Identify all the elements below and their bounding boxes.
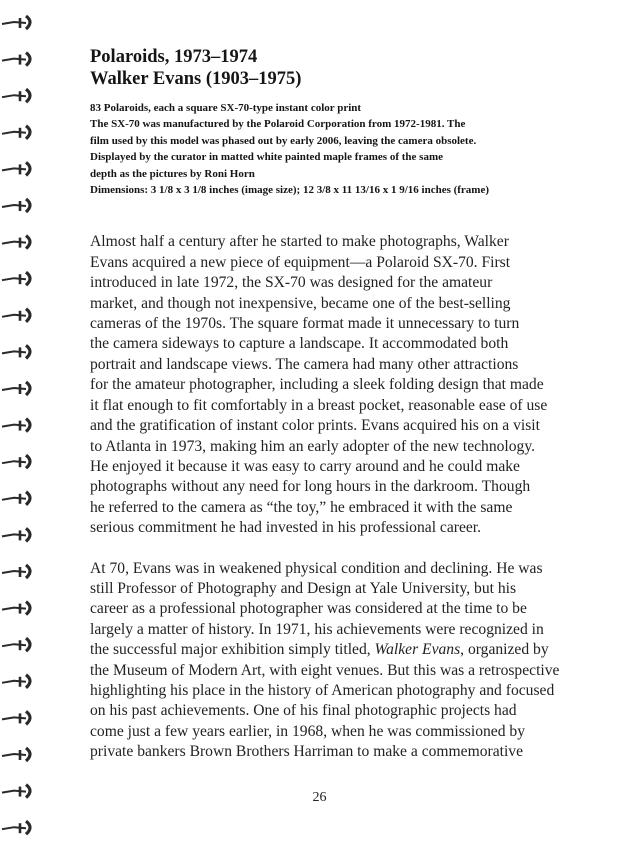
text-run: the successful major exhibition simply titled, <box>90 641 375 659</box>
binding-coil <box>2 638 30 651</box>
metadata-line: The SX-70 was manufactured by the Polaroid Corporation from 1972-1981. The <box>90 118 466 131</box>
artwork-heading <box>90 46 610 90</box>
binding-coil <box>2 53 30 66</box>
binding-coil <box>2 309 30 322</box>
binding-coil <box>2 455 30 468</box>
metadata-line: 83 Polaroids, each a square SX-70-type instant color print <box>90 102 362 114</box>
spiral-binding <box>0 0 40 850</box>
binding-coil <box>2 492 30 505</box>
text-line: highlighting his place in the history of American photography and focused <box>90 681 555 699</box>
text-line: and the gratification of instant color prints. Evans acquired his on a visit <box>90 417 540 435</box>
text-line: He enjoyed it because it was easy to carry around and he could make <box>90 457 520 475</box>
text-run: , organized by <box>460 641 549 659</box>
text-line: it flat enough to fit comfortably in a breast pocket, reasonable ease of use <box>90 396 548 414</box>
text-line: At 70, Evans was in weakened physical condition and declining. He was <box>90 559 543 577</box>
artist-name: Walker Evans (1903–1975) <box>90 69 302 89</box>
binding-coil <box>2 126 30 139</box>
artwork-metadata <box>90 100 610 198</box>
text-line: he referred to the camera as “the toy,” he embraced it with the same <box>90 498 513 516</box>
text-line: photographs without any need for long hours in the darkroom. Though <box>90 478 531 496</box>
metadata-line: film used by this model was phased out by early 2006, leaving the camera obsolete. <box>90 134 477 147</box>
text-line: largely a matter of history. In 1971, his achievements were recognized in <box>90 620 544 638</box>
text-line: on his past achievements. One of his final photographic projects had <box>90 702 517 720</box>
binding-coil <box>2 199 30 212</box>
metadata-dimensions: Dimensions: 3 1/8 x 3 1/8 inches (image size); 12 3/8 x 11 13/16 x 1 9/16 inches (frame) <box>90 184 490 197</box>
text-line: serious commitment he had invested in his professional career. <box>90 519 482 537</box>
essay-body <box>90 232 610 762</box>
binding-coil <box>2 711 30 724</box>
page-number: 26 <box>312 790 327 805</box>
binding-coil <box>2 675 30 688</box>
exhibition-title: Walker Evans <box>374 641 461 659</box>
binding-coil <box>2 565 30 578</box>
paragraph-2 <box>90 559 610 763</box>
text-line: come just a few years earlier, in 1968, when he was commissioned by <box>90 722 526 740</box>
binding-coil <box>2 748 30 761</box>
text-line: Evans acquired a new piece of equipment—a Polaroid SX-70. First <box>90 253 511 271</box>
text-line: portrait and landscape views. The camera had many other attractions <box>90 355 519 373</box>
text-line: cameras of the 1970s. The square format made it unnecessary to turn <box>90 315 520 333</box>
text-line <box>90 640 610 660</box>
text-line: still Professor of Photography and Design at Yale University, but his <box>90 579 517 597</box>
binding-coil <box>2 382 30 395</box>
text-line: Almost half a century after he started to make photographs, Walker <box>90 233 509 251</box>
binding-coil <box>2 162 30 175</box>
metadata-line: Displayed by the curator in matted white painted maple frames of the same <box>90 151 443 164</box>
text-line: market, and though not inexpensive, became one of the best-selling <box>90 294 511 312</box>
text-line: introduced in late 1972, the SX-70 was designed for the amateur <box>90 274 493 292</box>
paragraph-1 <box>90 232 610 538</box>
text-line: for the amateur photographer, including a sleek folding design that made <box>90 376 544 394</box>
text-line: the camera sideways to capture a landscape. It accommodated both <box>90 335 509 353</box>
text-line: career as a professional photographer was considered at the time to be <box>90 600 527 618</box>
metadata-line: depth as the pictures by Roni Horn <box>90 167 255 180</box>
binding-coil <box>2 236 30 249</box>
binding-coil <box>2 16 30 29</box>
binding-coil <box>2 89 30 102</box>
binding-coil <box>2 345 30 358</box>
text-line: to Atlanta in 1973, making him an early adopter of the new technology. <box>90 437 536 455</box>
binding-coil <box>2 602 30 615</box>
binding-coil <box>2 272 30 285</box>
binding-coil <box>2 821 30 834</box>
page-content <box>90 46 610 763</box>
artwork-title: Polaroids, 1973–1974 <box>90 47 258 67</box>
text-line: the Museum of Modern Art, with eight venues. But this was a retrospective <box>90 661 560 679</box>
binding-coil <box>2 419 30 432</box>
text-line: private bankers Brown Brothers Harriman to make a commemorative <box>90 743 524 761</box>
binding-coil <box>2 528 30 541</box>
